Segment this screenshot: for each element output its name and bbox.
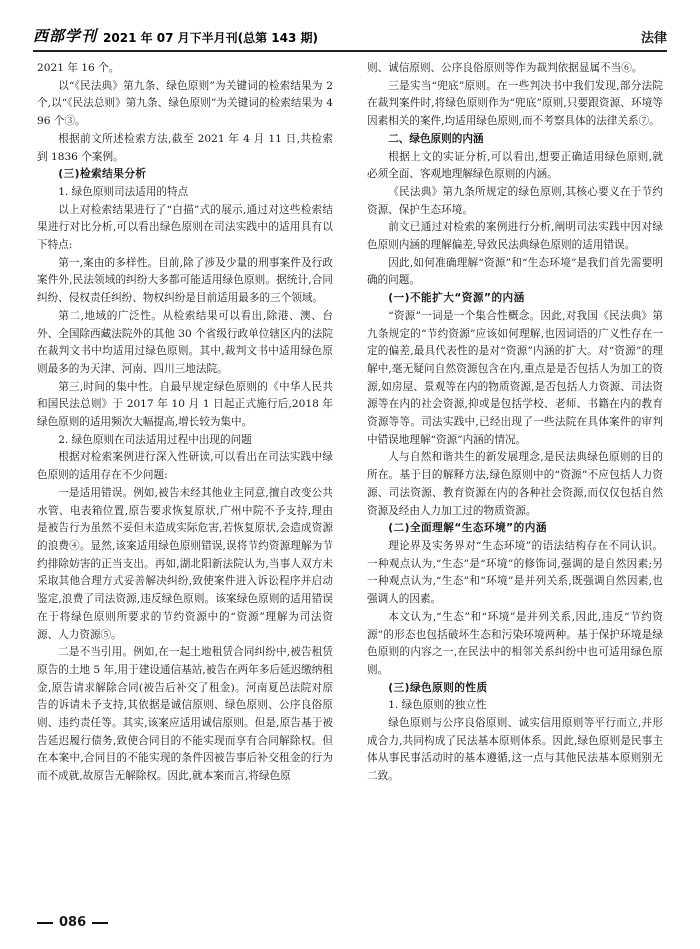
paragraph: 第二,地域的广泛性。从检索结果可以看出,除港、澳、台外、全国除西藏法院外的其他 30 个省级行政单位辖区内的法院在裁判文书中均适用过绿色原则。其中,裁判文书中适用绿色原则最多的为天津、河南、四川三地法院。 bbox=[37, 309, 333, 375]
subsection-heading: (二)全面理解“生态环境”的内涵 bbox=[388, 522, 547, 535]
header-left bbox=[33, 25, 318, 50]
paragraph: 三是实当“兜底”原则。在一些判决书中我们发现,部分法院在裁判案件时,将绿色原则作为“兜底”原则,只要跟资源、环境等因素相关的案件,均适用绿色原则,而不考察具体的法律关系⑦。 bbox=[367, 79, 663, 128]
paragraph: 根据对检索案例进行深入性研读,可以看出在司法实践中绿色原则的适用存在不少问题: bbox=[37, 451, 333, 482]
paragraph: 以上对检索结果进行了“白描”式的展示,通过对这些检索结果进行对比分析,可以看出绿色原则在司法实践中的适用具有以下特点: bbox=[37, 203, 333, 252]
paragraph: 则、诚信原则、公序良俗原则等作为裁判依据显属不当⑥。 bbox=[367, 62, 643, 74]
subsection-heading: (三)检索结果分析 bbox=[58, 168, 147, 181]
paragraph: 第一,案由的多样性。目前,除了涉及少量的刑事案件及行政案件外,民法领域的纠纷大多都可能适用绿色原则。据统计,合同纠纷、侵权责任纠纷、物权纠纷是目前适用最多的三个领域。 bbox=[37, 256, 333, 305]
page-footer bbox=[37, 915, 108, 930]
footer-dash-left bbox=[37, 922, 53, 924]
paragraph: 因此,如何准确理解“资源”和“生态环境”是我们首先需要明确的问题。 bbox=[367, 256, 663, 287]
paragraph: 2021 年 16 个。 bbox=[37, 62, 120, 74]
paragraph: 人与自然和谐共生的新发展理念,是民法典绿色原则的目的所在。基于目的解释方法,绿色原则中的“资源”不应包括人力资源、司法资源、教育资源在内的各种社会资源,而仅仅包括自然资源及经由人力加工过的物质资源。 bbox=[367, 451, 663, 517]
subsection-heading: (一)不能扩大“资源”的内涵 bbox=[388, 292, 525, 305]
paragraph: 第三,时间的集中性。自最早规定绿色原则的《中华人民共和国民法总则》于 2017 年 10 月 1 日起正式施行后,2018 年绿色原则的适用频次大幅提高,增长较为集中。 bbox=[37, 380, 333, 429]
paragraph: 前文已通过对检索的案例进行分析,阐明司法实践中因对绿色原则内涵的理解偏差,导致民法典绿色原则的适用错误。 bbox=[367, 221, 663, 252]
paragraph: 理论界及实务界对“生态环境”的语法结构存在不同认识。一种观点认为,“生态”是“环境”的修饰词,强调的是自然因素;另一种观点认为,“生态”和“环境”是并列关系,既强调自然因素,也强调人的因素。 bbox=[367, 539, 663, 606]
paragraph: “资源”一词是一个集合性概念。因此,对我国《民法典》第九条规定的“节约资源”应该如何理解,也因词语的广义性存在一定的偏差,最具代表性的是对“资源”内涵的扩大。对“资源”的理解中,毫无疑问自然资源包含在内,重点是是否包括人为加工的资源,如房屋、景观等在内的物质资源,是否包括人力资源、司法资源等在内的社会资源,抑或是包括学校、老师、书籍在内的教育资源等等。司法实践中,已经出现了一些法院在具体案件的审判中错误地理解“资源”内涵的情况。 bbox=[367, 309, 663, 446]
section-name: 法律 bbox=[640, 31, 667, 46]
section-heading: 二、绿色原则的内涵 bbox=[388, 132, 484, 145]
paragraph: 以“《民法典》第九条、绿色原则”为关键词的检索结果为 2 个,以“《民法总则》第九条、绿色原则”为关键词的检索结果为 496 个③。 bbox=[37, 79, 333, 128]
page-header bbox=[33, 22, 667, 52]
paragraph: 本文认为,“生态”和“环境”是并列关系,因此,违反“节约资源”的形态也包括破坏生态和污染环境两种。基于保护环境是绿色原则的内容之一,在民法中的相邻关系纠纷中也可适用绿色原则。 bbox=[367, 610, 663, 676]
paragraph: 二是不当引用。例如,在一起土地租赁合同纠纷中,被告租赁原告的土地 5 年,用于建设通信基站,被告在两年多后延迟缴纳租金,原告请求解除合同(被告后补交了租金)。河南夏邑法院对原告的诉请未予支持,其依据是诚信原则、绿色原则、公序良俗原则、违约责任等。其实,该案应适用诚信原则。但是,原告基于被告延迟履行债务,致使合同目的不能实现而享有合同解除权。但在本案中,合同目的不能实现的条件因被告事后补交租金的行为而不成就,故原告无解除权。因此,就本案而言,将绿色原 bbox=[37, 646, 333, 783]
journal-logo: 西部学刊 bbox=[33, 27, 98, 45]
paragraph: 根据上文的实证分析,可以看出,想要正确适用绿色原则,就必须全面、客观地理解绿色原则的内涵。 bbox=[367, 150, 663, 181]
right-column bbox=[367, 60, 663, 786]
footer-dash-right bbox=[92, 922, 108, 924]
paragraph: 一是适用错误。例如,被告未经其他业主同意,擅自改变公共水管、电表箱位置,原告要求恢复原状,广州中院不予支持,理由是被告行为虽然不妥但未造成实际危害,若恢复原状,会造成资源的浪费④。显然,该案适用绿色原则错误,误将节约资源理解为节约排除妨害的正当支出。再如,湖北阳新法院认为,当事人双方未采取其他合理方式妥善解决纠纷,致使案件进入诉讼程序并启动鉴定,浪费了司法资源,违反绿色原则。该案绿色原则的适用错误在于将绿色原则所要求的节约资源中的“资源”理解为司法资源、人力资源⑤。 bbox=[37, 486, 333, 641]
paragraph: 1. 绿色原则司法适用的特点 bbox=[58, 185, 189, 198]
paragraph: 《民法典》第九条所规定的绿色原则,其核心要义在于节约资源、保护生态环境。 bbox=[367, 185, 663, 216]
paragraph: 绿色原则与公序良俗原则、诚实信用原则等平行而立,并形成合力,共同构成了民法基本原则体系。因此,绿色原则是民事主体从事民事活动时的基本遵循,这一点与其他民法基本原则别无二致。 bbox=[367, 717, 663, 783]
left-column bbox=[37, 60, 333, 786]
paragraph: 2. 绿色原则在司法适用过程中出现的问题 bbox=[58, 433, 252, 446]
paragraph: 根据前文所述检索方法,截至 2021 年 4 月 11 日,共检索到 1836 个案例。 bbox=[37, 132, 333, 163]
issue-info: 2021 年 07 月下半月刊(总第 143 期) bbox=[103, 31, 319, 45]
paragraph: 1. 绿色原则的独立性 bbox=[388, 699, 487, 712]
page-number: 086 bbox=[59, 915, 87, 930]
subsection-heading: (三)绿色原则的性质 bbox=[388, 681, 488, 694]
